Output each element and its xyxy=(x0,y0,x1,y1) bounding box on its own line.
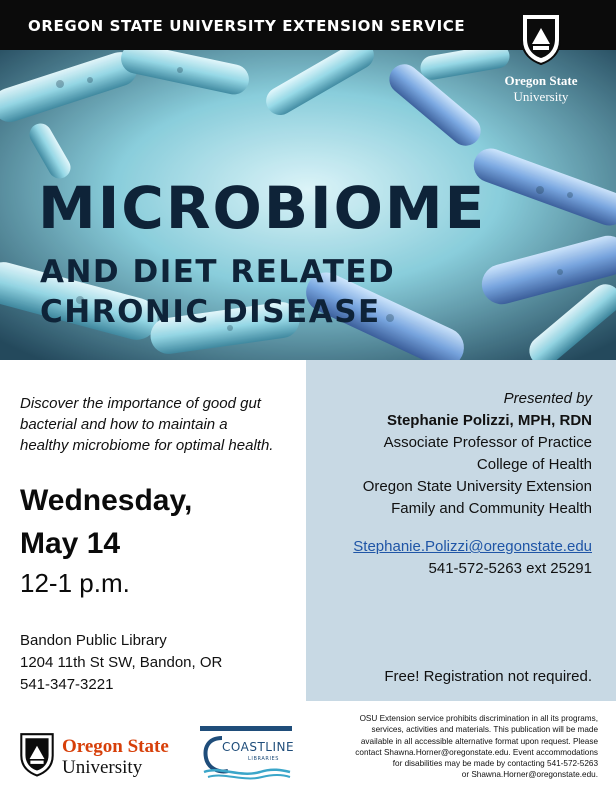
event-venue xyxy=(20,630,222,696)
library-name: COASTLINE xyxy=(222,740,295,754)
nondiscrimination-disclaimer xyxy=(308,713,598,781)
intro-line: bacterial and how to maintain a xyxy=(20,416,228,433)
osu-logo-bottom xyxy=(18,726,188,782)
title-subtitle-line: AND DIET RELATED xyxy=(40,254,396,290)
title-subtitle-line: CHRONIC DISEASE xyxy=(40,294,381,330)
osu-logo-name: Oregon State xyxy=(62,736,169,757)
intro-line: Discover the importance of good gut xyxy=(20,395,261,412)
osu-seal-icon xyxy=(518,10,564,66)
event-date: May 14 xyxy=(20,527,121,560)
disclaimer-line: or Shawna.Horner@oregonstate.edu. xyxy=(461,770,598,780)
event-time: 12-1 p.m. xyxy=(20,568,130,598)
osu-logo-name: Oregon State xyxy=(504,73,578,88)
venue-address: 1204 11th St SW, Bandon, OR xyxy=(20,654,223,671)
event-intro xyxy=(20,393,305,456)
presenter-name: Stephanie Polizzi, MPH, RDN xyxy=(386,412,592,429)
presenter-title: College of Health xyxy=(476,456,592,473)
intro-line: healthy microbiome for optimal health. xyxy=(20,437,274,454)
title-subtitle xyxy=(40,252,395,332)
presenter-title: Associate Professor of Practice xyxy=(383,434,592,451)
venue-name: Bandon Public Library xyxy=(20,632,167,649)
registration-note: Free! Registration not required. xyxy=(384,668,592,685)
osu-logo-name: University xyxy=(513,89,569,104)
disclaimer-line: contact Shawna.Horner@oregonstate.edu. Event accommodations xyxy=(355,747,598,757)
coastline-wave-icon xyxy=(200,726,295,782)
event-day: Wednesday, xyxy=(20,484,193,517)
disclaimer-line: services, activities and materials. This publication will be made xyxy=(371,725,598,735)
presenter-title: Oregon State University Extension xyxy=(362,478,592,495)
library-subname: LIBRARIES xyxy=(248,756,280,762)
presented-by-label: Presented by xyxy=(503,390,592,407)
presenter-contact xyxy=(312,536,592,580)
coastline-libraries-logo xyxy=(200,726,295,782)
presenter-info xyxy=(312,388,592,520)
disclaimer-line: OSU Extension service prohibits discrimination in all its programs, xyxy=(359,714,598,723)
presenter-email-link[interactable]: Stephanie.Polizzi@oregonstate.edu xyxy=(353,538,592,555)
osu-seal-icon xyxy=(18,728,56,780)
title-microbiome: MICROBIOME xyxy=(38,174,487,242)
disclaimer-line: for disabilities may be made by contacting 541-572-5263 xyxy=(392,759,598,769)
presenter-phone: 541-572-5263 ext 25291 xyxy=(428,560,592,577)
osu-logo-name: University xyxy=(62,757,143,778)
venue-phone: 541-347-3221 xyxy=(20,676,114,693)
osu-logo-top xyxy=(486,10,596,105)
presenter-title: Family and Community Health xyxy=(391,500,592,517)
org-label: OREGON STATE UNIVERSITY EXTENSION SERVICE xyxy=(28,17,466,35)
disclaimer-line: available in all accessible alternative format upon request. Please xyxy=(360,736,598,746)
